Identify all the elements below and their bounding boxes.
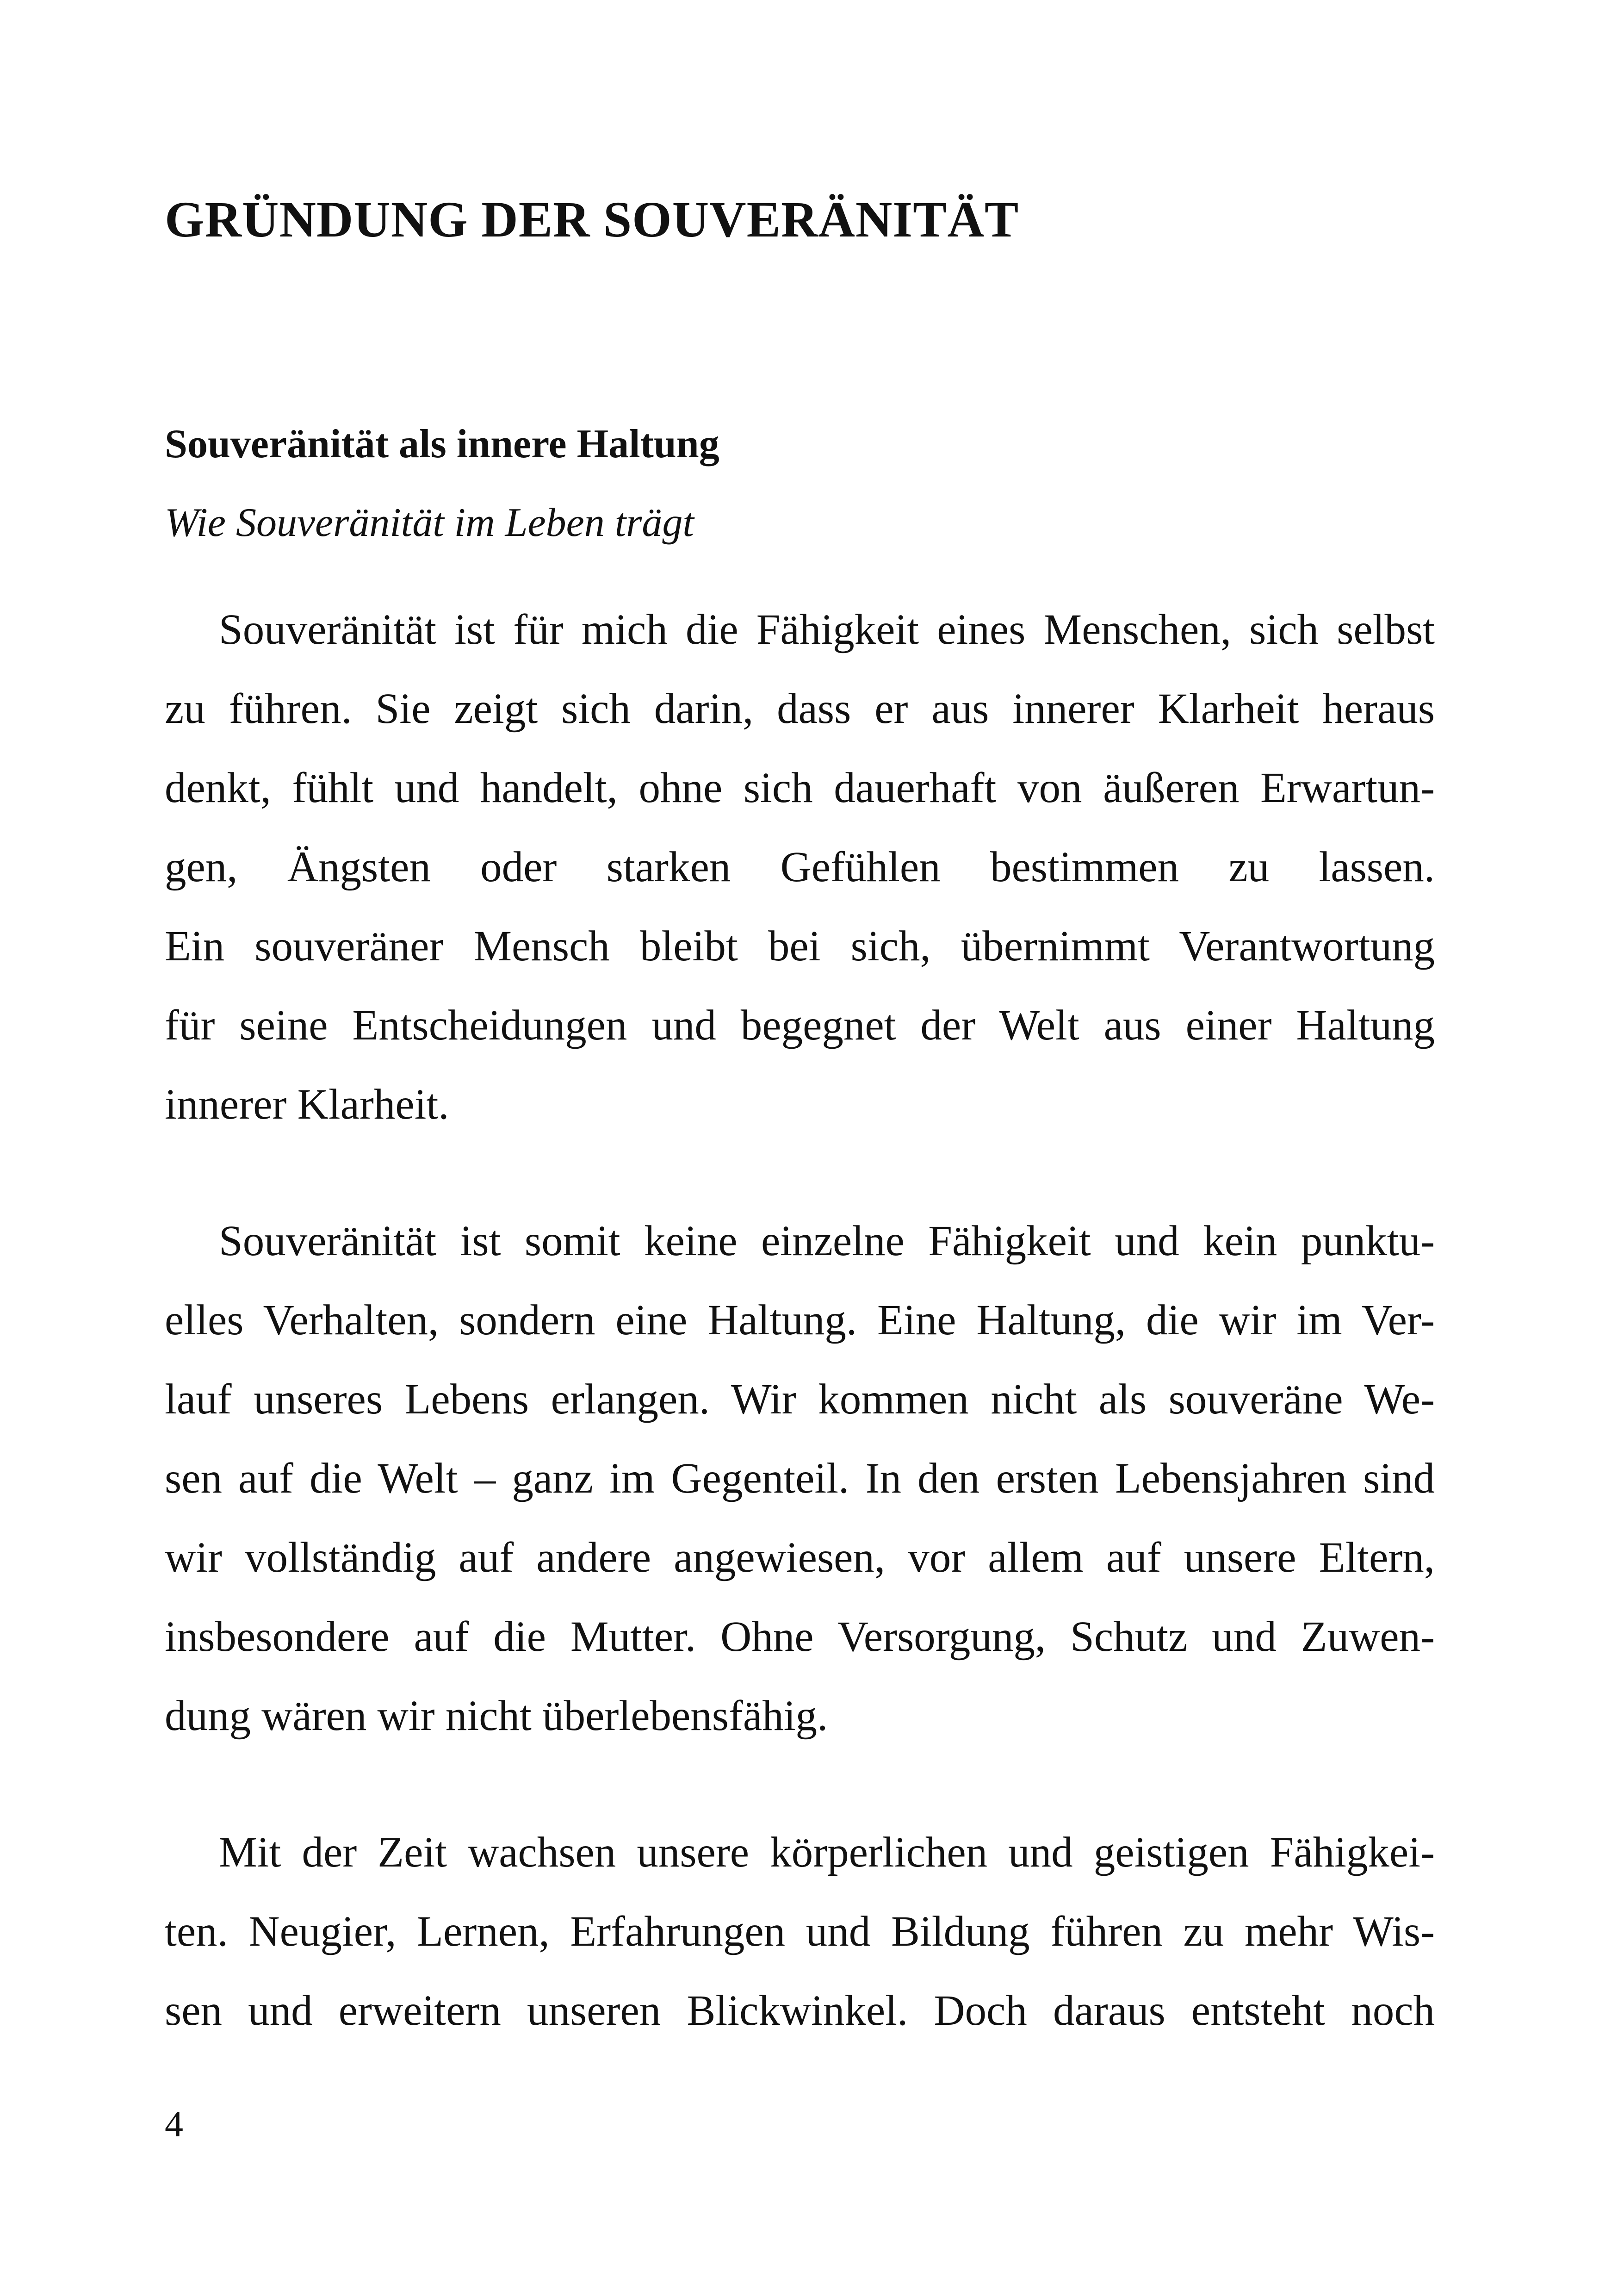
text-line: zu führen. Sie zeigt sich darin, dass er aus innerer Klarheit heraus <box>165 685 1435 733</box>
text-line: Mit der Zeit wachsen unsere körperlichen und geistigen Fähigkei- <box>219 1829 1435 1876</box>
page-number: 4 <box>165 2104 183 2145</box>
paragraph <box>165 590 1435 1144</box>
section-title: Souveränität als innere Haltung <box>165 422 719 467</box>
text-line: Souveränität ist für mich die Fähigkeit eines Menschen, sich selbst <box>219 606 1435 653</box>
text-line: Souveränität ist somit keine einzelne Fähigkeit und kein punktu- <box>219 1217 1435 1265</box>
text-line: sen auf die Welt – ganz im Gegenteil. In den ersten Lebensjahren sind <box>165 1455 1435 1502</box>
chapter-title: GRÜNDUNG DER SOUVERÄNITÄT <box>165 191 1019 248</box>
paragraph <box>165 1201 1435 1755</box>
text-line: insbesondere auf die Mutter. Ohne Versorgung, Schutz und Zuwen- <box>165 1613 1435 1661</box>
text-line: sen und erweitern unseren Blickwinkel. Doch daraus entsteht noch <box>165 1987 1435 2035</box>
paragraph <box>165 1813 1435 2050</box>
text-line: denkt, fühlt und handelt, ohne sich dauerhaft von äußeren Erwartun- <box>165 764 1435 812</box>
text-line: innerer Klarheit. <box>165 1081 449 1128</box>
text-line: dung wären wir nicht überlebensfähig. <box>165 1692 828 1740</box>
text-line: ten. Neugier, Lernen, Erfahrungen und Bildung führen zu mehr Wis- <box>165 1908 1435 1955</box>
text-line: gen, Ängsten oder starken Gefühlen bestimmen zu lassen. <box>165 843 1435 891</box>
text-line: lauf unseres Lebens erlangen. Wir kommen nicht als souveräne We- <box>165 1375 1435 1423</box>
text-line: für seine Entscheidungen und begegnet der Welt aus einer Haltung <box>165 1002 1435 1049</box>
text-line: elles Verhalten, sondern eine Haltung. Eine Haltung, die wir im Ver- <box>165 1296 1435 1344</box>
text-line: Ein souveräner Mensch bleibt bei sich, übernimmt Verantwortung <box>165 922 1435 970</box>
section-subtitle: Wie Souveränität im Leben trägt <box>165 500 694 545</box>
body-text <box>165 590 1435 2108</box>
text-line: wir vollständig auf andere angewiesen, vor allem auf unsere Eltern, <box>165 1534 1435 1581</box>
